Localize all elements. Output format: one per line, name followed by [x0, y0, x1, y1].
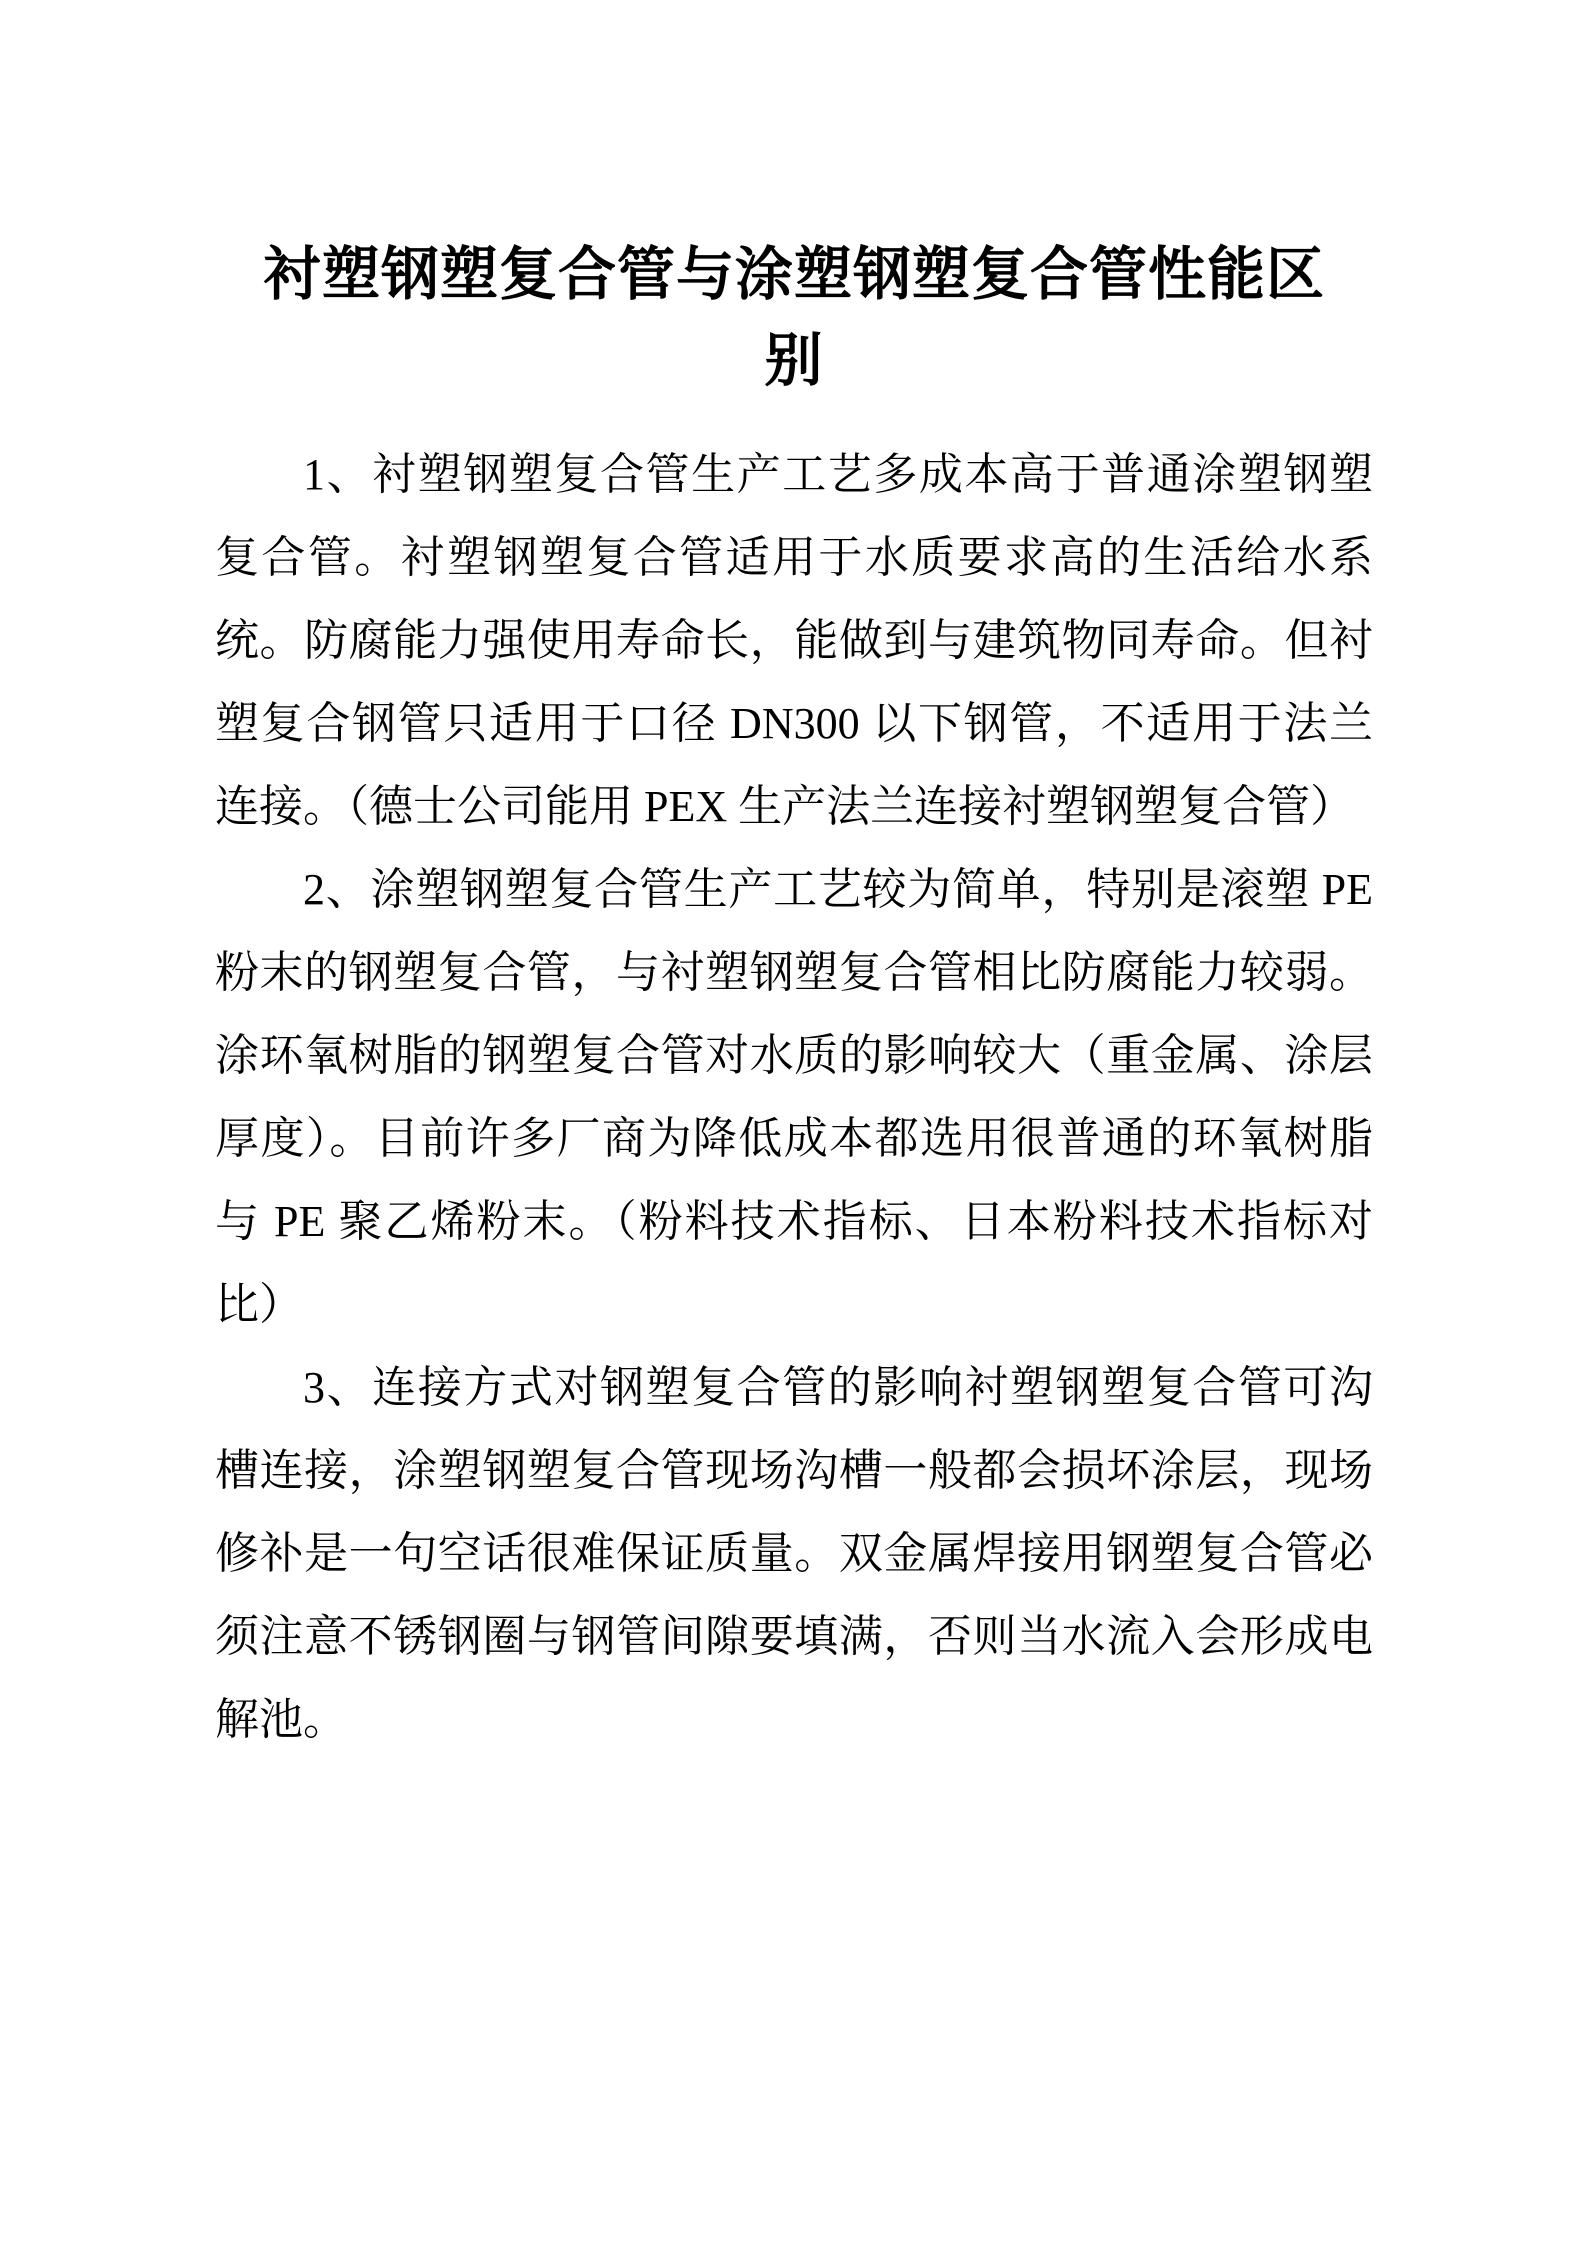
document-body	[215, 433, 1373, 1761]
document-title-line-2: 别	[764, 328, 824, 393]
document-title	[215, 232, 1373, 404]
document-title-line-1: 衬塑钢塑复合管与涂塑钢塑复合管性能区	[262, 242, 1325, 307]
paragraph-2: 2、涂塑钢塑复合管生产工艺较为简单，特别是滚塑 PE 粉末的钢塑复合管，与衬塑钢塑复合管相比防腐能力较弱。涂环氧树脂的钢塑复合管对水质的影响较大（重金属、涂层厚度）。目前许多厂商为降低成本都选用很普通的环氧树脂与 PE 聚乙烯粉末。（粉料技术指标、日本粉料技术指标对比）	[215, 865, 1373, 1329]
paragraph-3: 3、连接方式对钢塑复合管的影响衬塑钢塑复合管可沟槽连接，涂塑钢塑复合管现场沟槽一般都会损坏涂层，现场修补是一句空话很难保证质量。双金属焊接用钢塑复合管必须注意不锈钢圈与钢管间隙要填满，否则当水流入会形成电解池。	[215, 1363, 1373, 1744]
paragraph-1: 1、衬塑钢塑复合管生产工艺多成本高于普通涂塑钢塑复合管。衬塑钢塑复合管适用于水质要求高的生活给水系统。防腐能力强使用寿命长，能做到与建筑物同寿命。但衬塑复合钢管只适用于口径 DN300 以下钢管，不适用于法兰连接。（德士公司能用 PEX 生产法兰连接衬塑钢塑复合管）	[215, 450, 1373, 831]
